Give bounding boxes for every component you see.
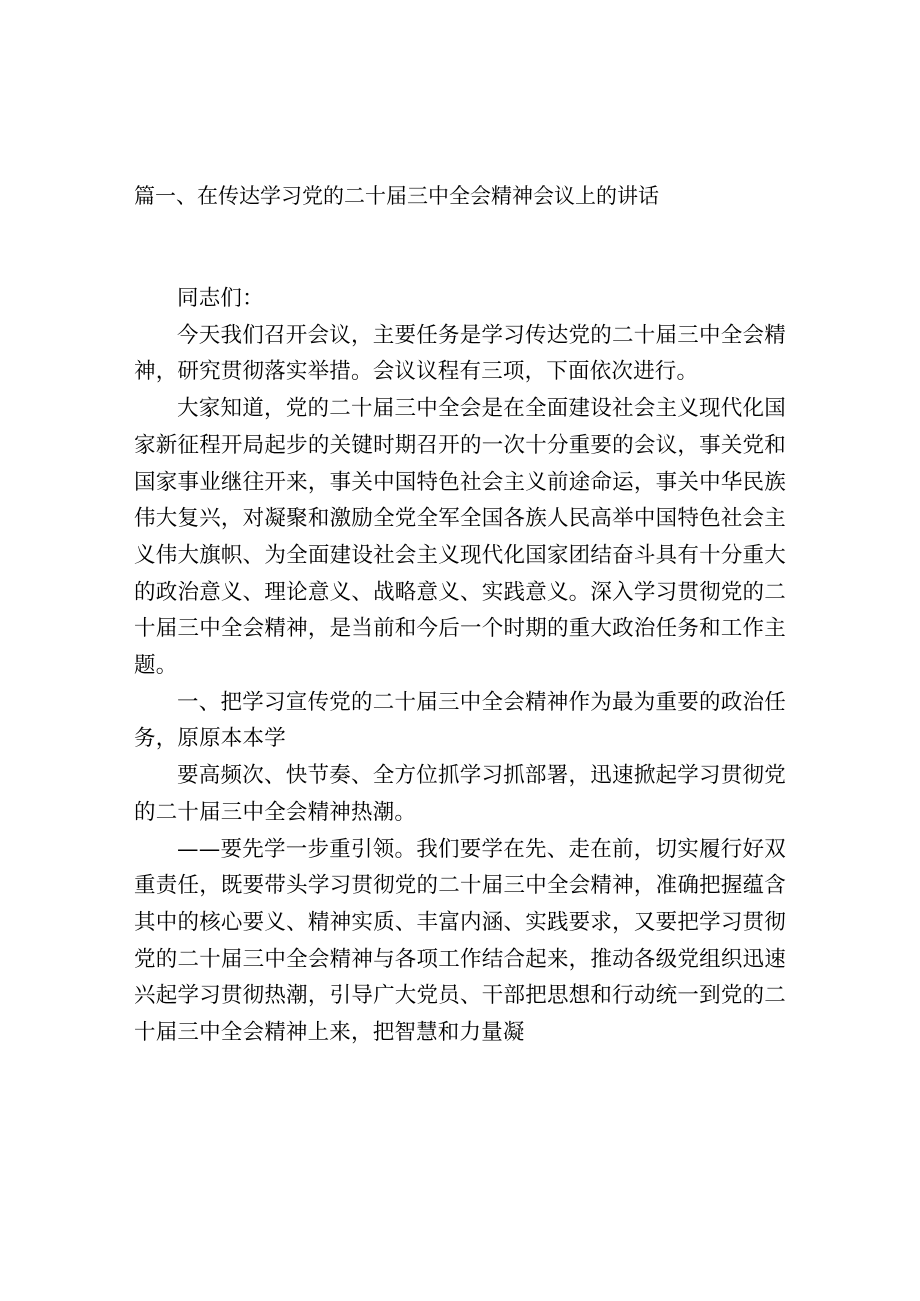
body-paragraph: 今天我们召开会议，主要任务是学习传达党的二十届三中全会精神，研究贯彻落实举措。会议议程有三项，下面依次进行。	[134, 322, 786, 385]
document-body	[134, 281, 786, 1052]
salutation-paragraph: 同志们：	[177, 286, 264, 311]
document-title: 篇一、在传达学习党的二十届三中全会精神会议上的讲话	[134, 184, 659, 208]
body-paragraph: 要高频次、快节奏、全方位抓学习抓部署，迅速掀起学习贯彻党的二十届三中全会精神热潮。	[134, 763, 786, 825]
body-paragraph: ——要先学一步重引领。我们要学在先、走在前，切实履行好双重责任，既要带头学习贯彻党的二十届三中全会精神，准确把握蕴含其中的核心要义、精神实质、丰富内涵、实践要求，又要把学习贯彻党的二十届三中全会精神与各项工作结合起来，推动各级党组织迅速兴起学习贯彻热潮，引导广大党员、干部把思想和行动统一到党的二十届三中全会精神上来，把智慧和力量凝	[134, 836, 786, 1046]
section-heading: 一、把学习宣传党的二十届三中全会精神作为最为重要的政治任务，原原本本学	[134, 689, 786, 752]
body-paragraph: 大家知道，党的二十届三中全会是在全面建设社会主义现代化国家新征程开局起步的关键时期召开的一次十分重要的会议，事关党和国家事业继往开来，事关中国特色社会主义前途命运，事关中华民族伟大复兴，对凝聚和激励全党全军全国各族人民高举中国特色社会主义伟大旗帜、为全面建设社会主义现代化国家团结奋斗具有十分重大的政治意义、理论意义、战略意义、实践意义。深入学习贯彻党的二十届三中全会精神，是当前和今后一个时期的重大政治任务和工作主题。	[134, 396, 786, 679]
